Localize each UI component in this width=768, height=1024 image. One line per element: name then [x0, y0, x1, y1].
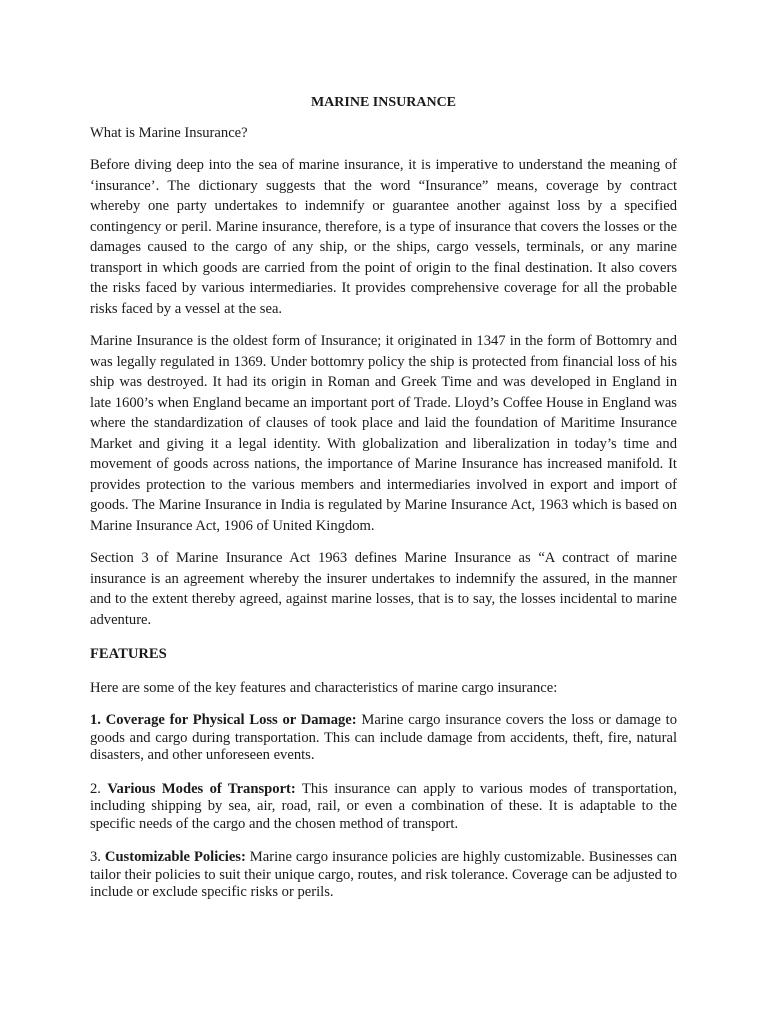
features-intro: Here are some of the key features and characteristics of marine cargo insurance:	[90, 680, 558, 696]
paragraph-section-3: Section 3 of Marine Insurance Act 1963 defines Marine Insurance as “A contract of marine insurance is an agreement whereby the insurer undertakes to indemnify the assured, in the manner and to the extent thereby agreed, against marine losses, that is to say, the losses incidental to marine adventure.	[90, 550, 677, 628]
feature-number: 2.	[90, 780, 101, 797]
feature-text: This insurance can apply to various modes of transportation, including shipping by sea, air, road, rail, or even a combination of these. It is adaptable to the specific needs of the cargo and the chosen method of transport.	[90, 780, 677, 832]
feature-label: Coverage for Physical Loss or Damage:	[105, 712, 357, 728]
document-title: MARINE INSURANCE	[310, 95, 457, 110]
feature-number: 1.	[90, 712, 101, 728]
feature-item	[90, 712, 677, 765]
feature-label: Various Modes of Transport:	[107, 780, 296, 797]
feature-text: Marine cargo insurance covers the loss or damage to goods and cargo during transportation. This can include damage from accidents, theft, fire, natural disasters, and other unforeseen events.	[90, 712, 678, 763]
paragraph-history: Marine Insurance is the oldest form of Insurance; it originated in 1347 in the form of Bottomry and was legally regulated in 1369. Under bottomry policy the ship is protected from financial loss of his ship was destroyed. It had its origin in Roman and Greek Time and was developed in England in late 1600’s when England became an important port of Trade. Lloyd’s Coffee House in England was where the standardization of clauses of took place and laid the foundation of Maritime Insurance Market and giving it a legal identity. With globalization and liberalization in today’s time and movement of goods across nations, the importance of Marine Insurance has increased manifold. It provides protection to the various members and intermediaries involved in export and import of goods. The Marine Insurance in India is regulated by Marine Insurance Act, 1963 which is based on Marine Insurance Act, 1906 of United Kingdom.	[90, 333, 677, 534]
feature-item	[90, 781, 677, 834]
section-question: What is Marine Insurance?	[90, 125, 248, 141]
features-heading: FEATURES	[90, 646, 167, 662]
paragraph-definition: Before diving deep into the sea of marine insurance, it is imperative to understand the meaning of ‘insurance’. The dictionary suggests that the word “Insurance” means, coverage by contract whereby one party undertakes to indemnify or guarantee another against loss by a specified contingency or peril. Marine insurance, therefore, is a type of insurance that covers the losses or the damages caused to the cargo of any ship, or the ships, cargo vessels, terminals, or any marine transport in which goods are carried from the point of origin to the final destination. It also covers the risks faced by various intermediaries. It provides comprehensive coverage for all the probable risks faced by a vessel at the sea.	[90, 157, 677, 317]
document-page	[90, 93, 677, 918]
feature-label: Customizable Policies:	[104, 849, 246, 865]
feature-number: 3.	[90, 849, 101, 865]
feature-text: Marine cargo insurance policies are highly customizable. Businesses can tailor their policies to suit their unique cargo, routes, and risk tolerance. Coverage can be adjusted to include or exclude specific risks or perils.	[90, 849, 677, 900]
feature-item	[90, 849, 677, 902]
